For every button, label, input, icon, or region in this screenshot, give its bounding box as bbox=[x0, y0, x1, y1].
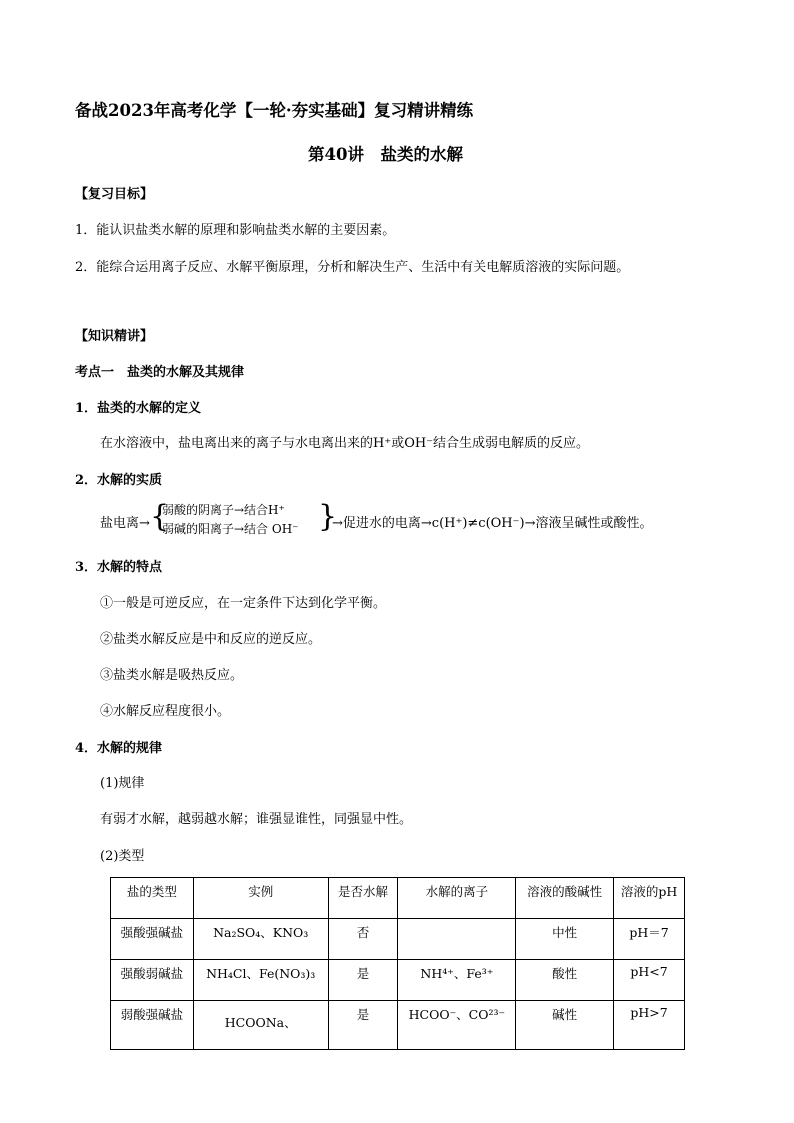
table-cell: pH<7 bbox=[614, 960, 685, 1001]
section-1-text: 在水溶液中，盐电离出来的离子与水电离出来的H⁺或OH⁻结合生成弱电解质的反应。 bbox=[100, 436, 590, 451]
table-cell: pH＝7 bbox=[614, 919, 685, 960]
left-brace-icon: { bbox=[150, 499, 170, 534]
table-cell: pH>7 bbox=[614, 1001, 685, 1050]
section-3-heading: 3．水解的特点 bbox=[75, 560, 163, 575]
table-cell: 是 bbox=[328, 1001, 398, 1050]
knowledge-heading: 【知识精讲】 bbox=[75, 329, 154, 344]
essence-bottom: 弱碱的阳离子→结合 OH⁻ bbox=[162, 522, 299, 536]
table-header: 溶液的酸碱性 bbox=[516, 878, 614, 919]
table-cell: 是 bbox=[328, 960, 398, 1001]
table-header: 溶液的pH bbox=[614, 878, 685, 919]
section-1-heading: 1．盐类的水解的定义 bbox=[75, 401, 202, 416]
essence-top: 弱酸的阴离子→结合H⁺ bbox=[162, 503, 285, 517]
section-4-heading: 4．水解的规律 bbox=[75, 741, 163, 756]
table-row bbox=[111, 919, 685, 960]
goals-heading: 【复习目标】 bbox=[75, 187, 154, 202]
essence-right: →促进水的电离→c(H⁺)≠c(OH⁻)→溶液呈碱性或酸性。 bbox=[332, 516, 653, 531]
table-cell: 碱性 bbox=[516, 1001, 614, 1050]
table-row bbox=[111, 1001, 685, 1050]
feature-item-2: ②盐类水解反应是中和反应的逆反应。 bbox=[100, 632, 322, 647]
table-cell: 中性 bbox=[516, 919, 614, 960]
document-title: 备战2023年高考化学【一轮·夯实基础】复习精讲精练 bbox=[75, 101, 474, 120]
table-cell: 弱酸强碱盐 bbox=[111, 1001, 194, 1050]
section-2-heading: 2．水解的实质 bbox=[75, 473, 163, 488]
right-brace-icon: } bbox=[318, 499, 338, 534]
rule-text: 有弱才水解，越弱越水解；谁强显谁性，同强显中性。 bbox=[100, 812, 413, 827]
table-cell: Na₂SO₄、KNO₃ bbox=[193, 919, 328, 960]
rule-label: (1)规律 bbox=[100, 776, 145, 791]
table-cell bbox=[398, 919, 516, 960]
goal-item-1: 1．能认识盐类水解的原理和影响盐类水解的主要因素。 bbox=[75, 223, 396, 238]
table-cell: NH⁴⁺、Fe³⁺ bbox=[398, 960, 516, 1001]
point-heading: 考点一 盐类的水解及其规律 bbox=[75, 365, 245, 380]
feature-item-3: ③盐类水解是吸热反应。 bbox=[100, 668, 244, 683]
feature-item-4: ④水解反应程度很小。 bbox=[100, 704, 231, 719]
table-header: 实例 bbox=[193, 878, 328, 919]
salt-type-table bbox=[110, 877, 685, 1050]
goal-item-2: 2．能综合运用离子反应、水解平衡原理，分析和解决生产、生活中有关电解质溶液的实际问题。 bbox=[75, 260, 630, 275]
table-cell: 酸性 bbox=[516, 960, 614, 1001]
table-cell: 否 bbox=[328, 919, 398, 960]
table-cell: NH₄Cl、Fe(NO₃)₃ bbox=[193, 960, 328, 1001]
table-cell: HCOO⁻、CO²³⁻ bbox=[398, 1001, 516, 1050]
feature-item-1: ①一般是可逆反应，在一定条件下达到化学平衡。 bbox=[100, 596, 387, 611]
table-header: 是否水解 bbox=[328, 878, 398, 919]
table-header-row bbox=[111, 878, 685, 919]
type-label: (2)类型 bbox=[100, 849, 145, 864]
essence-left: 盐电离→ bbox=[100, 516, 150, 531]
table-header: 水解的离子 bbox=[398, 878, 516, 919]
table-cell: 强酸弱碱盐 bbox=[111, 960, 194, 1001]
table-cell: HCOONa、 bbox=[193, 1001, 328, 1050]
table-row bbox=[111, 960, 685, 1001]
lecture-title: 第40讲 盐类的水解 bbox=[308, 145, 463, 164]
table-cell: 强酸强碱盐 bbox=[111, 919, 194, 960]
table-header: 盐的类型 bbox=[111, 878, 194, 919]
